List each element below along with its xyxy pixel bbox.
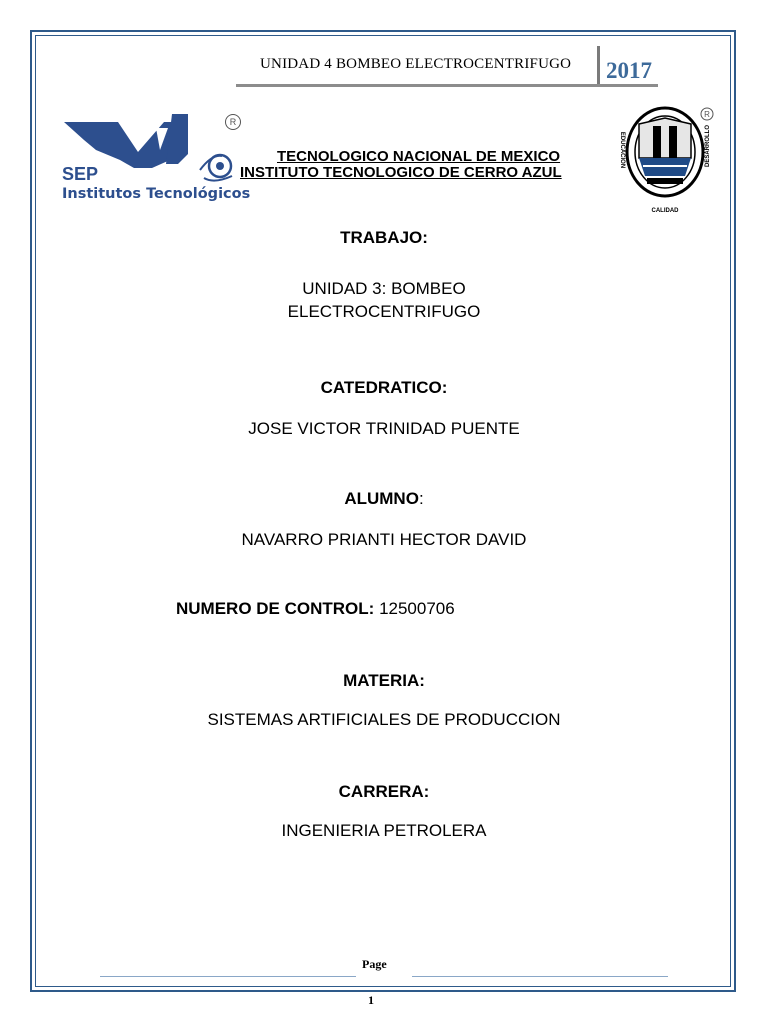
- alumno-label: ALUMNO: [344, 489, 419, 508]
- sep-institutos-text: Institutos Tecnológicos: [62, 186, 251, 202]
- materia-value: SISTEMAS ARTIFICIALES DE PRODUCCION: [207, 710, 561, 729]
- control-value: 12500706: [379, 599, 455, 618]
- itca-logo: [617, 106, 717, 218]
- itca-left-text: EDUCACION: [619, 131, 625, 169]
- alumno-colon: :: [418, 489, 424, 508]
- institution-line1: TECNOLOGICO NACIONAL DE MEXICO: [277, 148, 561, 165]
- catedratico-label: CATEDRATICO:: [320, 378, 448, 397]
- header-year: 2017: [606, 58, 652, 83]
- control-line: [176, 599, 455, 619]
- header-divider: [597, 46, 600, 86]
- alumno-value: NAVARRO PRIANTI HECTOR DAVID: [241, 530, 527, 549]
- registered-mark-itca: R: [704, 110, 710, 119]
- institution-line2: INSTITUTO TECNOLOGICO DE CERRO AZUL: [240, 164, 562, 181]
- trabajo-value-line1: UNIDAD 3: BOMBEO: [302, 279, 466, 298]
- registered-mark-sep: R: [225, 114, 241, 130]
- alumno-label-line: [0, 489, 768, 509]
- header-rule: [236, 84, 658, 87]
- footer-rule-left: [100, 976, 356, 977]
- control-label: NUMERO DE CONTROL:: [176, 599, 375, 618]
- itca-right-text: DESARROLLO: [705, 125, 711, 167]
- carrera-value: INGENIERIA PETROLERA: [281, 821, 487, 840]
- itca-bottom-text: CALIDAD: [651, 208, 679, 214]
- footer-page-label: Page: [362, 957, 387, 971]
- catedratico-value: JOSE VICTOR TRINIDAD PUENTE: [248, 419, 520, 438]
- footer-rule-right: [412, 976, 668, 977]
- materia-label: MATERIA:: [343, 671, 425, 690]
- trabajo-value-line2: ELECTROCENTRIFUGO: [287, 302, 481, 321]
- header-title: UNIDAD 4 BOMBEO ELECTROCENTRIFUGO: [260, 56, 572, 72]
- trabajo-label: TRABAJO:: [340, 228, 428, 247]
- sep-abbr: SEP: [62, 164, 99, 184]
- footer-page-number: 1: [368, 993, 374, 1007]
- carrera-label: CARRERA:: [338, 782, 430, 801]
